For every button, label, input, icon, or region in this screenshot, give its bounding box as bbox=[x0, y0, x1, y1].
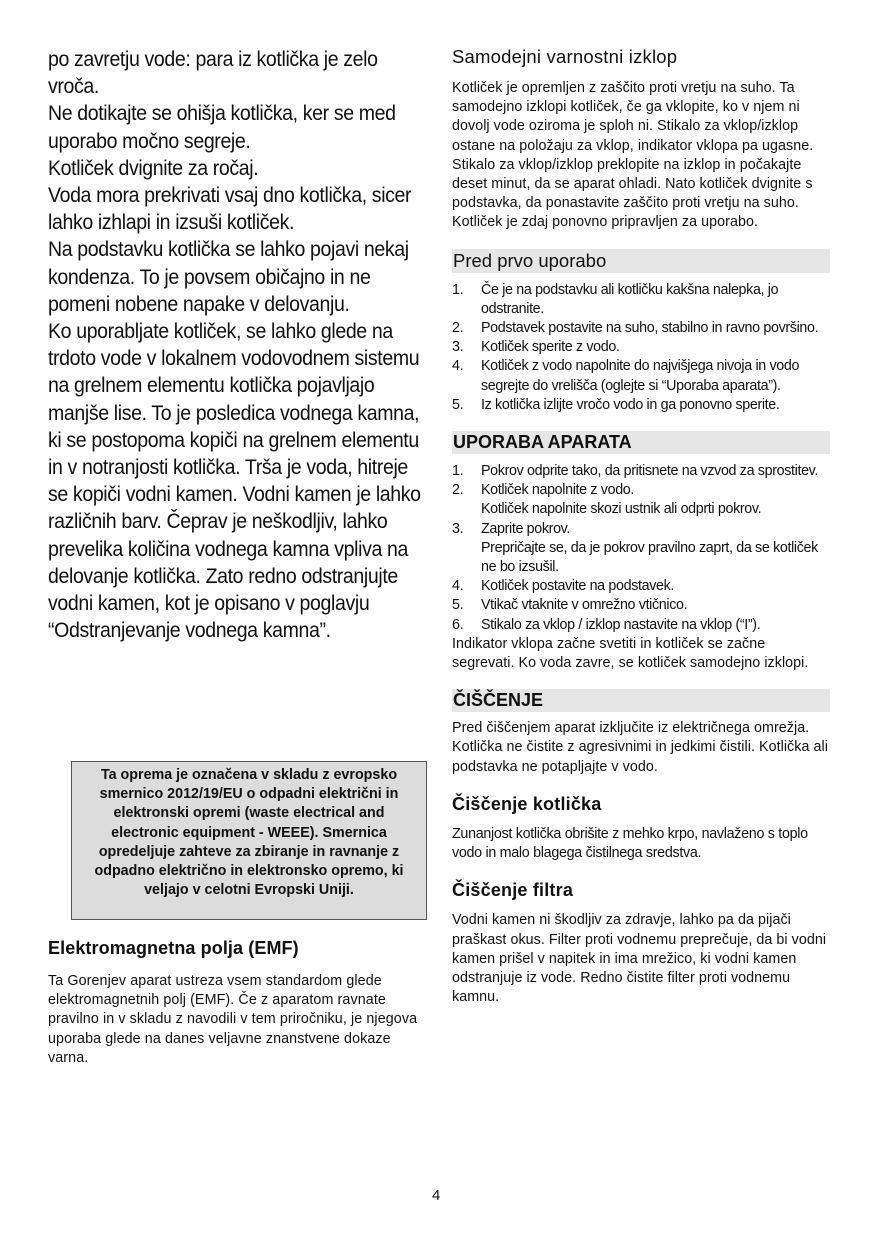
warning-paragraph-3: Kotliček dvignite za ročaj. bbox=[48, 156, 259, 180]
first-use-section bbox=[452, 249, 830, 415]
list-item bbox=[452, 319, 830, 338]
cleaning-title: ČIŠČENJE bbox=[452, 689, 830, 712]
left-column bbox=[48, 46, 423, 644]
cleaning-section bbox=[452, 689, 830, 777]
step-text: Iz kotlička izlijte vročo vodo in ga ponovno sperite. bbox=[481, 396, 780, 413]
warning-paragraph-6: Ko uporabljate kotliček, se lahko glede na trdoto vode v lokalnem vodovodnem sistemu na grelnem elementu kotlička pojavljajo manjše lise. To je posledica vodnega kamna, ki se postopoma kopiči na grelnem elementu in v notranjosti kotlička. Trša je voda, hitreje se kopiči vodni kamen. Vodni kamen je lahko različnih barv. Čeprav je neškodljiv, lahko prevelika količina vodnega kamna vpliva na delovanje kotlička. Zato redno odstranjujte vodni kamen, kot je opisano v poglavju “Odstranjevanje vodnega kamna”. bbox=[48, 320, 421, 643]
usage-steps bbox=[452, 462, 830, 635]
step-text: Kotliček sperite z vodo. bbox=[481, 339, 620, 356]
safety-text: Kotliček je opremljen z zaščito proti vretju na suho. Ta samodejno izklopi kotliček, če ga vklopite, ko v njem ni dovolj vode oziroma je sploh ni. Stikalo za vklop/izklop ostane na položaju za vklop, indikator vklopa pa ugasne. Stikalo za vklop/izklop preklopite na izklop in počakajte deset minut, da se aparat ohladi. Nato kotliček dvignite s podstavka, da ponastavite zaščito proti vretju na suho. Kotliček je zdaj ponovno pripravljen za uporabo. bbox=[452, 80, 814, 231]
list-item bbox=[452, 616, 830, 635]
step-number: 4. bbox=[452, 578, 464, 595]
warnings-text bbox=[48, 46, 424, 644]
step-number: 3. bbox=[452, 520, 464, 537]
filter-cleaning-title: Čiščenje filtra bbox=[452, 880, 574, 901]
list-item bbox=[452, 357, 830, 395]
step-number: 3. bbox=[452, 339, 464, 356]
usage-after-text: Indikator vklopa začne svetiti in kotliček se začne segrevati. Ko voda zavre, se kotliček samodejno izklopi. bbox=[452, 635, 809, 672]
step-text: Zaprite pokrov. bbox=[481, 520, 571, 537]
step-number: 2. bbox=[452, 320, 464, 337]
safety-title: Samodejni varnostni izklop bbox=[452, 46, 678, 67]
step-extra: Kotliček napolnite skozi ustnik ali odprti pokrov. bbox=[481, 501, 762, 518]
step-number: 4. bbox=[452, 358, 464, 375]
step-text: Kotliček z vodo napolnite do najvišjega nivoja in vodo segrejte do vrelišča (oglejte si “Uporaba aparata”). bbox=[481, 358, 800, 394]
usage-section bbox=[452, 431, 830, 673]
cleaning-text: Pred čiščenjem aparat izključite iz električnega omrežja. Kotlička ne čistite z agresivnimi in jedkimi čistili. Kotlička ali podstavka ne potapljajte v vodo. bbox=[452, 720, 828, 775]
usage-title: UPORABA APARATA bbox=[452, 431, 830, 454]
filter-cleaning-text: Vodni kamen ni škodljiv za zdravje, lahko pa da pijači praškast okus. Filter proti vodnemu preprečuje, da bi vodni kamen prišel v napitek in ima mrežico, ki vodni kamen odstranjuje iz vode. Redno čistite filter proti vodnemu kamnu. bbox=[452, 912, 827, 1006]
warning-paragraph-4: Voda mora prekrivati vsaj dno kotlička, sicer lahko izhlapi in izsuši kotliček. bbox=[48, 184, 412, 235]
step-text: Kotliček postavite na podstavek. bbox=[481, 578, 675, 595]
step-extra: Prepričajte se, da je pokrov pravilno zaprt, da se kotliček ne bo izsušil. bbox=[481, 539, 818, 576]
step-text: Pokrov odprite tako, da pritisnete na vzvod za sprostitev. bbox=[481, 463, 819, 480]
first-use-steps bbox=[452, 281, 830, 415]
step-number: 1. bbox=[452, 463, 464, 480]
warning-paragraph-5: Na podstavku kotlička se lahko pojavi nekaj kondenza. To je povsem običajno in ne pomeni nobene napake v delovanju. bbox=[48, 238, 409, 316]
filter-cleaning-section bbox=[452, 880, 830, 1007]
list-item bbox=[452, 338, 830, 357]
weee-notice-text: Ta oprema je označena v skladu z evropsko smernico 2012/19/EU o odpadni električni in elektronski opremi (waste electrical and electronic equipment - WEEE). Smernica opredeljuje zahteve za zbiranje in ravnanje z odpadno električno in elektronsko opremo, ki veljajo v celotni Evropski Uniji. bbox=[94, 767, 404, 899]
step-text: Vtikač vtaknite v omrežno vtičnico. bbox=[481, 597, 688, 614]
emf-section bbox=[48, 938, 428, 1068]
kettle-cleaning-section bbox=[452, 794, 830, 863]
emf-text: Ta Gorenjev aparat ustreza vsem standardom glede elektromagnetnih polj (EMF). Če z aparatom ravnate pravilno in v skladu z navodili v tem priročniku, je njegova uporaba glede na danes veljavne znanstvene dokaze varna. bbox=[48, 973, 418, 1066]
page-number: 4 bbox=[432, 1187, 441, 1204]
step-number: 5. bbox=[452, 597, 464, 614]
warning-paragraph-2: Ne dotikajte se ohišja kotlička, ker se med uporabo močno segreje. bbox=[48, 102, 396, 153]
list-item bbox=[452, 577, 830, 596]
list-item bbox=[452, 462, 830, 481]
safety-section bbox=[452, 46, 830, 233]
list-item bbox=[452, 396, 830, 415]
kettle-cleaning-text: Zunanjost kotlička obrišite z mehko krpo, navlaženo s toplo vodo in malo blagega čistilnega sredstva. bbox=[452, 825, 808, 862]
list-item bbox=[452, 520, 830, 578]
kettle-cleaning-title: Čiščenje kotlička bbox=[452, 793, 602, 814]
step-number: 1. bbox=[452, 281, 464, 298]
step-text: Podstavek postavite na suho, stabilno in ravno površino. bbox=[481, 320, 819, 337]
first-use-title: Pred prvo uporabo bbox=[452, 249, 830, 273]
weee-notice-box bbox=[71, 761, 427, 920]
emf-title: Elektromagnetna polja (EMF) bbox=[48, 938, 299, 958]
list-item bbox=[452, 481, 830, 519]
step-text: Stikalo za vklop / izklop nastavite na vklop (“I”). bbox=[481, 616, 761, 633]
list-item bbox=[452, 596, 830, 615]
step-number: 6. bbox=[452, 616, 464, 633]
list-item bbox=[452, 281, 830, 319]
step-text: Če je na podstavku ali kotličku kakšna nalepka, jo odstranite. bbox=[481, 281, 779, 317]
step-number: 2. bbox=[452, 482, 464, 499]
step-text: Kotliček napolnite z vodo. bbox=[481, 482, 635, 499]
step-number: 5. bbox=[452, 396, 464, 413]
warning-paragraph-1: po zavretju vode: para iz kotlička je zelo vroča. bbox=[48, 48, 378, 99]
right-column bbox=[452, 46, 830, 1007]
